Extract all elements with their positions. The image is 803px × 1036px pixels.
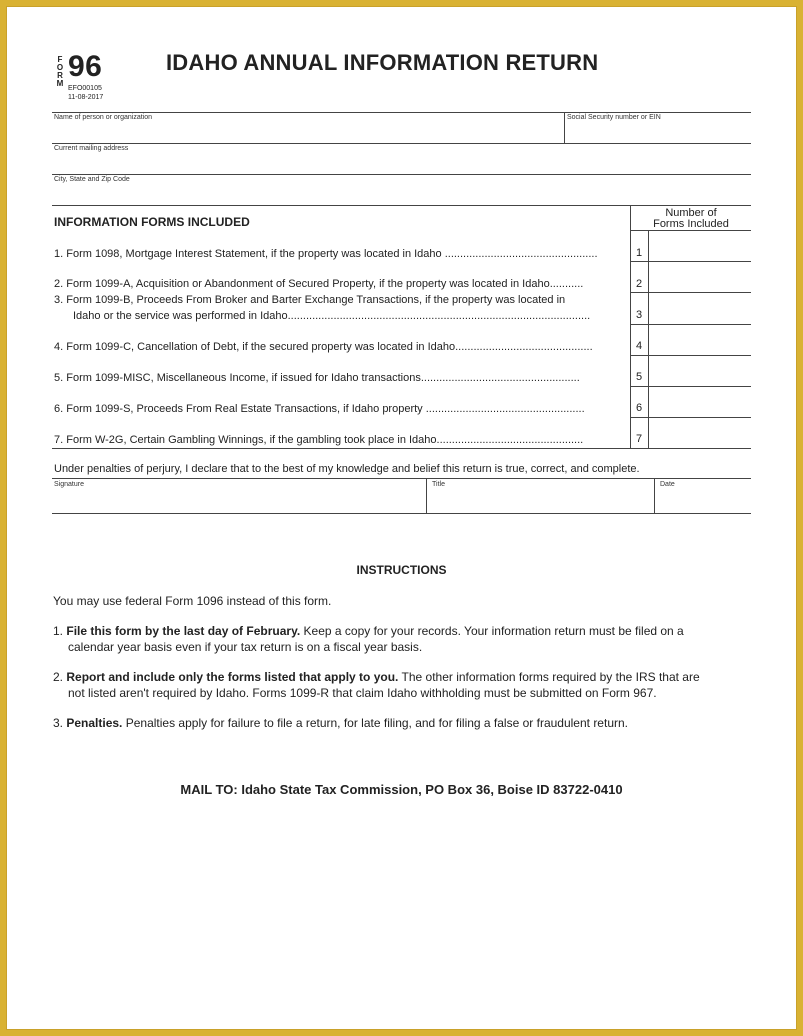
count-field-7[interactable] bbox=[650, 419, 750, 447]
divider bbox=[630, 386, 751, 387]
divider bbox=[426, 478, 427, 514]
instruction-item bbox=[53, 715, 753, 731]
count-heading-line2: Forms Included bbox=[653, 218, 729, 230]
item-number: 3. bbox=[53, 716, 64, 730]
form-letter: O bbox=[56, 63, 64, 72]
page-title: IDAHO ANNUAL INFORMATION RETURN bbox=[166, 50, 599, 75]
count-field-1[interactable] bbox=[650, 232, 750, 260]
divider bbox=[52, 174, 751, 175]
form-label-vertical bbox=[55, 56, 65, 88]
instruction-item bbox=[53, 669, 753, 701]
divider bbox=[630, 324, 751, 325]
perjury-declaration: Under penalties of perjury, I declare that to the best of my knowledge and belief this return is true, correct, and complete. bbox=[54, 463, 640, 475]
count-heading bbox=[633, 208, 749, 230]
form-row-text: 3. Form 1099-B, Proceeds From Broker and Barter Exchange Transactions, if the property was located in bbox=[54, 294, 566, 306]
signature-field[interactable] bbox=[54, 491, 422, 513]
name-label: Name of person or organization bbox=[54, 114, 153, 121]
divider bbox=[52, 478, 751, 479]
form-letter: F bbox=[57, 55, 63, 64]
mail-to-address: MAIL TO: Idaho State Tax Commission, PO Box 36, Boise ID 83722-0410 bbox=[180, 782, 623, 797]
form-code-date: 11-08-2017 bbox=[68, 94, 104, 101]
item-text-line2: calendar year basis even if your tax return is on a fiscal year basis. bbox=[68, 640, 423, 654]
form-row-num: 2 bbox=[635, 278, 643, 290]
table-top-border bbox=[52, 205, 751, 206]
form-letter: R bbox=[57, 71, 63, 80]
count-field-6[interactable] bbox=[650, 388, 750, 416]
item-text: Keep a copy for your records. Your information return must be filed on a bbox=[300, 624, 684, 638]
item-text: The other information forms required by the IRS that are bbox=[398, 670, 700, 684]
item-bold: File this form by the last day of February. bbox=[66, 624, 301, 638]
item-bold: Penalties. bbox=[66, 716, 123, 730]
item-number: 1. bbox=[53, 624, 64, 638]
city-field[interactable] bbox=[54, 186, 749, 204]
form-row-text: Idaho or the service was performed in Idaho................................................................................................... bbox=[73, 310, 591, 322]
form-row-text: 6. Form 1099-S, Proceeds From Real Estate Transactions, if Idaho property .................................................... bbox=[54, 403, 585, 415]
form-code bbox=[68, 84, 103, 102]
form-row-num: 1 bbox=[635, 247, 643, 259]
divider bbox=[654, 478, 655, 514]
divider bbox=[52, 112, 751, 113]
name-field[interactable] bbox=[54, 124, 560, 142]
form-code-id: EFO00105 bbox=[68, 85, 102, 92]
address-field[interactable] bbox=[54, 155, 749, 173]
divider bbox=[630, 417, 751, 418]
count-field-5[interactable] bbox=[650, 357, 750, 385]
form-row-text: 7. Form W-2G, Certain Gambling Winnings, if the gambling took place in Idaho................................................ bbox=[54, 434, 584, 446]
instructions-intro: You may use federal Form 1096 instead of this form. bbox=[53, 594, 332, 608]
form-row-text: 4. Form 1099-C, Cancellation of Debt, if the secured property was located in Idaho............................................. bbox=[54, 341, 593, 353]
title-field[interactable] bbox=[430, 491, 650, 513]
item-text-line2: not listed aren't required by Idaho. Forms 1099-R that claim Idaho withholding must be submitted on Form 967. bbox=[68, 686, 657, 700]
form-row-num: 6 bbox=[635, 402, 643, 414]
form-row-num: 3 bbox=[635, 309, 643, 321]
form-page bbox=[6, 6, 797, 1030]
form-row-text: 5. Form 1099-MISC, Miscellaneous Income, if issued for Idaho transactions.................................................... bbox=[54, 372, 580, 384]
city-label: City, State and Zip Code bbox=[54, 176, 130, 183]
column-divider bbox=[648, 230, 649, 448]
form-row-num: 5 bbox=[635, 371, 643, 383]
ssn-field[interactable] bbox=[567, 124, 749, 142]
divider bbox=[564, 112, 565, 143]
form-row-num: 7 bbox=[635, 433, 643, 445]
count-field-2[interactable] bbox=[650, 263, 750, 291]
item-number: 2. bbox=[53, 670, 64, 684]
date-label: Date bbox=[660, 481, 675, 488]
form-row-num: 4 bbox=[635, 340, 643, 352]
title-label: Title bbox=[432, 481, 445, 488]
count-heading-line1: Number of bbox=[665, 207, 717, 219]
divider bbox=[630, 292, 751, 293]
form-number: 96 bbox=[68, 50, 103, 83]
divider bbox=[630, 355, 751, 356]
form-letter: M bbox=[56, 79, 64, 88]
forms-heading: INFORMATION FORMS INCLUDED bbox=[54, 215, 250, 229]
form-row-text: 1. Form 1098, Mortgage Interest Statement, if the property was located in Idaho .................................................. bbox=[54, 248, 598, 260]
item-text: Penalties apply for failure to file a return, for late filing, and for filing a false or fraudulent return. bbox=[122, 716, 628, 730]
divider bbox=[52, 143, 751, 144]
signature-label: Signature bbox=[54, 481, 84, 488]
instruction-item bbox=[53, 623, 753, 655]
count-field-3[interactable] bbox=[650, 294, 750, 322]
divider bbox=[52, 513, 751, 514]
address-label: Current mailing address bbox=[54, 145, 129, 152]
instructions-heading: INSTRUCTIONS bbox=[356, 563, 447, 577]
form-row-text: 2. Form 1099-A, Acquisition or Abandonment of Secured Property, if the property was located in Idaho........... bbox=[54, 278, 584, 290]
item-bold: Report and include only the forms listed that apply to you. bbox=[66, 670, 399, 684]
date-field[interactable] bbox=[658, 491, 750, 513]
divider bbox=[630, 261, 751, 262]
count-field-4[interactable] bbox=[650, 326, 750, 354]
table-bottom-border bbox=[52, 448, 751, 449]
ssn-label: Social Security number or EIN bbox=[567, 114, 661, 121]
